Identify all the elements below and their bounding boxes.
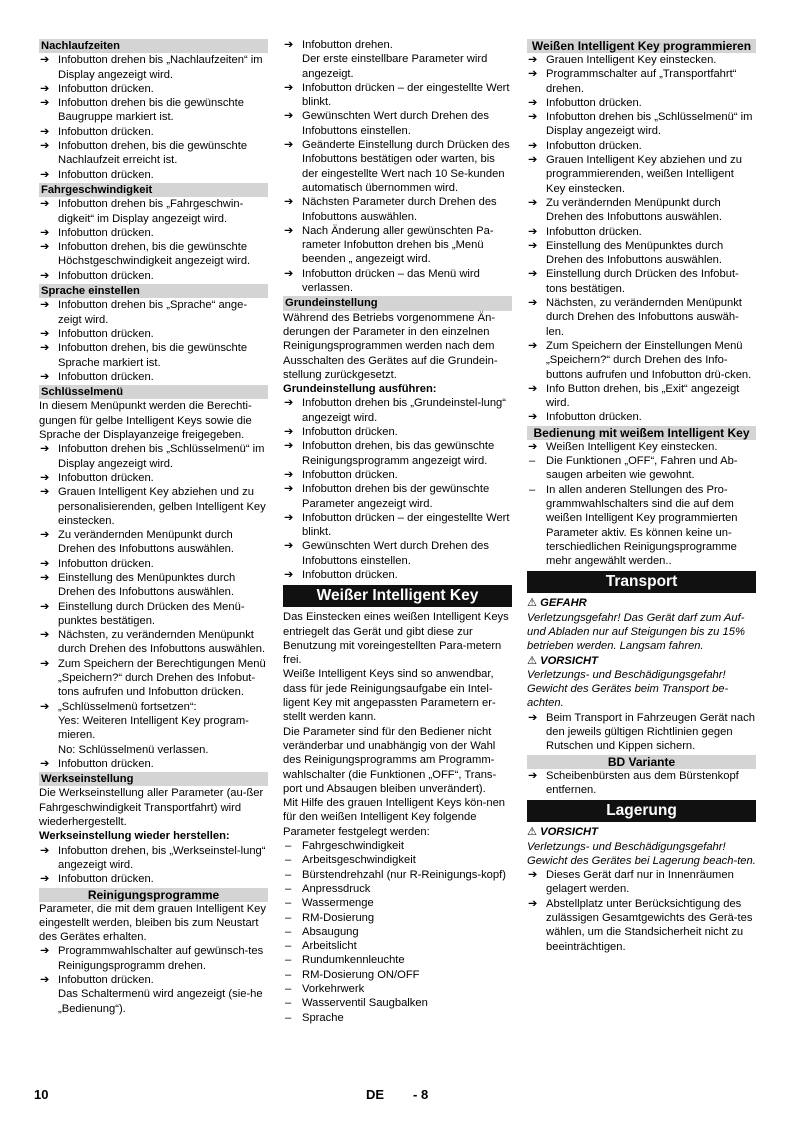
page-number: - 8 [413, 1087, 429, 1102]
paragraph: Weiße Intelligent Keys sind so anwendbar, dass für jede Reinigungsaufgabe ein Intel-ligent Key mit angepassten Parametern er-stellt werden kann. [283, 668, 496, 724]
instruction-step: ➔ Infobutton drehen, bis „Werkseinstel-lung“ angezeigt wird. [39, 844, 268, 873]
section-heading: Sprache einstellen [39, 284, 268, 298]
middle-column [283, 38, 512, 1025]
language-code: DE [366, 1087, 385, 1102]
instruction-step: ➔ Infobutton drehen bis „Nachlaufzeiten“ im Display angezeigt wird. [39, 53, 268, 82]
chapter-heading: Lagerung [527, 800, 756, 822]
section-heading: Nachlaufzeiten [39, 39, 268, 53]
list-item: – Anpressdruck [283, 882, 512, 896]
step-note: Yes: Weiteren Intelligent Key program-mieren. [58, 714, 249, 742]
instruction-step: ➔ Infobutton drehen. [283, 38, 512, 52]
section-heading: Fahrgeschwindigkeit [39, 183, 268, 197]
instruction-step: ➔ Zu verändernden Menüpunkt durch Drehen des Infobuttons auswählen. [527, 196, 756, 225]
instruction-step: ➔ Weißen Intelligent Key einstecken. [527, 440, 756, 454]
instruction-step: ➔ Infobutton drehen bis die gewünschte Baugruppe markiert ist. [39, 96, 268, 125]
instruction-step: ➔ Infobutton drehen, bis die gewünschte Sprache markiert ist. [39, 341, 268, 370]
instruction-step: ➔ Infobutton drücken. [527, 96, 756, 110]
warning-text: Verletzungsgefahr! Das Gerät darf zum Auf- und Abladen nur auf Steigungen bis zu 15% betrieben werden. Langsam fahren. [527, 611, 745, 653]
section-heading: Reinigungsprogramme [39, 888, 268, 902]
instruction-step: ➔ Infobutton drehen, bis die gewünschte Nachlaufzeit erreicht ist. [39, 139, 268, 168]
instruction-step: ➔ Infobutton drücken. [283, 568, 512, 582]
instruction-step: ➔ Nächsten Parameter durch Drehen des Infobuttons auswählen. [283, 195, 512, 224]
warning-label [527, 596, 756, 610]
instruction-step: ➔ Infobutton drücken. [39, 82, 268, 96]
chapter-heading: Weißer Intelligent Key [283, 585, 512, 607]
instruction-step: ➔ Infobutton drücken – der eingestellte Wert blinkt. [283, 511, 512, 540]
left-column [39, 38, 268, 1016]
paragraph: Die Werkseinstellung aller Parameter (au-ßer Fahrgeschwindigkeit Transportfahrt) wird wiederhergestellt. [39, 787, 264, 829]
instruction-step: ➔ Infobutton drücken. [39, 327, 268, 341]
instruction-step: ➔ Infobutton drücken. [39, 557, 268, 571]
step-note: Der erste einstellbare Parameter wird angezeigt. [302, 53, 488, 80]
list-item: – Wasserventil Saugbalken [283, 996, 512, 1010]
list-item: – Sprache [283, 1011, 512, 1025]
instruction-step: ➔ Infobutton drücken. [283, 425, 512, 439]
instruction-step: ➔ Geänderte Einstellung durch Drücken des Infobuttons bestätigen oder warten, bis der eingestellte Wert nach 10 Se-kunden automatisch übernommen wird. [283, 138, 512, 195]
list-item: – Arbeitsgeschwindigkeit [283, 853, 512, 867]
instruction-step: ➔ Infobutton drücken. [39, 757, 268, 771]
instruction-step: ➔ Infobutton drehen bis „Schlüsselmenü“ im Display angezeigt wird. [39, 442, 268, 471]
list-item: – Die Funktionen „OFF“, Fahren und Ab-saugen arbeiten wie gewohnt. [527, 454, 756, 483]
instruction-step: ➔ Gewünschten Wert durch Drehen des Infobuttons einstellen. [283, 109, 512, 138]
list-item: – Fahrgeschwindigkeit [283, 839, 512, 853]
instruction-step: ➔ Grauen Intelligent Key einstecken. [527, 53, 756, 67]
paragraph: Parameter, die mit dem grauen Intelligent Key eingestellt werden, bleiben bis zum Neustart des Gerätes erhalten. [39, 902, 266, 944]
instruction-step: ➔ Zum Speichern der Einstellungen Menü „Speichern?“ durch Drehen des Info-buttons aufrufen und Infobutton drü-cken. [527, 339, 756, 382]
step-note: No: Schlüsselmenü verlassen. [58, 743, 209, 756]
warning-triangle-icon: ⚠ [527, 826, 541, 839]
page-footer [34, 1087, 758, 1105]
instruction-step: ➔ Infobutton drücken. [39, 872, 268, 886]
section-heading: BD Variante [527, 755, 756, 769]
instruction-step: ➔ Programmwahlschalter auf gewünsch-tes Reinigungsprogramm drehen. [39, 944, 268, 973]
instruction-step: ➔ Infobutton drehen bis „Fahrgeschwin-digkeit“ im Display angezeigt wird. [39, 197, 268, 226]
paragraph: Die Parameter sind für den Bediener nicht veränderbar und unabhängig von der Wahl des Reinigungsprogramms am Programm-wahlschalter (die Funktionen „OFF“, Trans-port und Absaugen bleiben unverändert). [283, 725, 497, 795]
instruction-step: ➔ Infobutton drücken. [39, 973, 268, 987]
section-heading: Bedienung mit weißem Intelligent Key [527, 426, 756, 440]
warning-label-text: VORSICHT [540, 654, 598, 667]
instruction-step: ➔ Infobutton drücken. [527, 225, 756, 239]
instruction-step: ➔ Abstellplatz unter Berücksichtigung des zulässigen Gesamtgewichts des Gerä-tes wählen, um die Standsicherheit nicht zu beeinträchtigen. [527, 897, 756, 954]
instruction-step: ➔ Einstellung durch Drücken des Infobut-tons bestätigen. [527, 267, 756, 296]
instruction-step: ➔ Zu verändernden Menüpunkt durch Drehen des Infobuttons auswählen. [39, 528, 268, 557]
instruction-step: ➔ Infobutton drücken. [39, 471, 268, 485]
instruction-step: ➔ Scheibenbürsten aus dem Bürstenkopf entfernen. [527, 769, 756, 798]
instruction-step: ➔ Grauen Intelligent Key abziehen und zu programmierenden, weißen Intelligent Key einstecken. [527, 153, 756, 196]
warning-text: Verletzungs- und Beschädigungsgefahr! Gewicht des Gerätes bei Lagerung beach-ten. [527, 840, 756, 867]
section-heading: Schlüsselmenü [39, 385, 268, 399]
warning-label-text: GEFAHR [540, 597, 587, 610]
instruction-step: ➔ Infobutton drücken. [39, 370, 268, 384]
instruction-step: ➔ Dieses Gerät darf nur in Innenräumen gelagert werden. [527, 868, 756, 897]
list-item: – RM-Dosierung ON/OFF [283, 968, 512, 982]
instruction-step: ➔ Nächsten, zu verändernden Menüpunkt durch Drehen des Infobuttons auswählen. [39, 628, 268, 657]
instruction-step: ➔ Infobutton drücken. [527, 139, 756, 153]
warning-label [527, 654, 756, 668]
section-heading: Grundeinstellung [283, 296, 512, 310]
instruction-step: ➔ Einstellung durch Drücken des Menü-punktes bestätigen. [39, 600, 268, 629]
warning-text: Verletzungs- und Beschädigungsgefahr! Gewicht des Gerätes beim Transport be-achten. [527, 668, 729, 710]
warning-triangle-icon: ⚠ [527, 654, 541, 667]
instruction-step: ➔ Zum Speichern der Berechtigungen Menü „Speichern?“ durch Drehen des Infobut-tons aufrufen und Infobutton drücken. [39, 657, 268, 700]
instruction-step: ➔ Infobutton drücken. [39, 168, 268, 182]
paragraph: Mit Hilfe des grauen Intelligent Keys kön-nen für den weißen Intelligent Key folgende Parameter festgelegt werden: [283, 797, 506, 838]
instruction-step: ➔ Gewünschten Wert durch Drehen des Infobuttons einstellen. [283, 539, 512, 568]
list-item: – Vorkehrwerk [283, 982, 512, 996]
instruction-step: ➔ Infobutton drehen, bis die gewünschte Höchstgeschwindigkeit angezeigt wird. [39, 240, 268, 269]
list-item: – Arbeitslicht [283, 939, 512, 953]
instruction-step: ➔ Infobutton drücken. [39, 226, 268, 240]
instruction-step: ➔ Nach Änderung aller gewünschten Pa-rameter Infobutton drehen bis „Menü beenden „ angezeigt wird. [283, 224, 512, 267]
list-item: – RM-Dosierung [283, 911, 512, 925]
instruction-step: ➔ Infobutton drehen bis „Sprache“ ange-zeigt wird. [39, 298, 268, 327]
warning-label [527, 825, 756, 839]
section-heading: Weißen Intelligent Key programmieren [527, 39, 756, 53]
instruction-step: ➔ Infobutton drehen, bis das gewünschte Reinigungsprogramm angezeigt wird. [283, 439, 512, 468]
warning-label-text: VORSICHT [540, 826, 598, 839]
right-column [527, 38, 756, 954]
list-item: – Wassermenge [283, 896, 512, 910]
instruction-step: ➔ Infobutton drücken – der eingestellte Wert blinkt. [283, 81, 512, 110]
bold-subheading: Werkseinstellung wieder herstellen: [39, 830, 230, 843]
instruction-step: ➔ Grauen Intelligent Key abziehen und zu personalisierenden, gelben Intelligent Key einstecken. [39, 485, 268, 528]
instruction-step: ➔ Infobutton drehen bis „Grundeinstel-lung“ angezeigt wird. [283, 396, 512, 425]
list-item: – Absaugung [283, 925, 512, 939]
instruction-step: ➔ Nächsten, zu verändernden Menüpunkt durch Drehen des Infobuttons auswäh-len. [527, 296, 756, 339]
instruction-step: ➔ Infobutton drücken. [39, 125, 268, 139]
instruction-step: ➔ Info Button drehen, bis „Exit“ angezeigt wird. [527, 382, 756, 411]
section-heading: Werkseinstellung [39, 772, 268, 786]
instruction-step: ➔ Programmschalter auf „Transportfahrt“ drehen. [527, 67, 756, 96]
instruction-step: ➔ Infobutton drücken – das Menü wird verlassen. [283, 267, 512, 296]
instruction-step: ➔ Infobutton drücken. [527, 410, 756, 424]
instruction-step: ➔ Infobutton drücken. [39, 269, 268, 283]
paragraph: Das Einstecken eines weißen Intelligent Keys entriegelt das Gerät und gibt diese zur Benutzung mit voreingestellten Para-metern frei. [283, 611, 509, 667]
warning-triangle-icon: ⚠ [527, 597, 541, 610]
instruction-step: ➔ Einstellung des Menüpunktes durch Drehen des Infobuttons auswählen. [39, 571, 268, 600]
instruction-step: ➔ Beim Transport in Fahrzeugen Gerät nach den jeweils gültigen Richtlinien gegen Rutschen und Kippen sichern. [527, 711, 756, 754]
instruction-step: ➔ Einstellung des Menüpunktes durch Drehen des Infobuttons auswählen. [527, 239, 756, 268]
paragraph: Während des Betriebs vorgenommene Än-derungen der Parameter in den einzelnen Reinigungsprogrammen werden nach dem Ausschalten des Gerätes auf die Grundein-stellung zurückgesetzt. [283, 311, 498, 381]
instruction-step: ➔ Infobutton drücken. [283, 468, 512, 482]
list-item: – In allen anderen Stellungen des Pro-grammwahlschalters sind die auf dem weißen Intelligent Key programmierten Parameter aktiv. Es können keine un-terschiedlichen Reinigungsprogramme mehr angewählt werden.. [527, 483, 756, 569]
instruction-step: ➔ Infobutton drehen bis „Schlüsselmenü“ im Display angezeigt wird. [527, 110, 756, 139]
list-item: – Rundumkennleuchte [283, 953, 512, 967]
chapter-heading: Transport [527, 571, 756, 593]
paragraph: In diesem Menüpunkt werden die Berechti-gungen für gelbe Intelligent Keys sowie die Sprache der Displayanzeige freigegeben. [39, 400, 252, 442]
instruction-step: ➔ „Schlüsselmenü fortsetzen“: [39, 700, 268, 714]
list-item: – Bürstendrehzahl (nur R-Reinigungs-kopf) [283, 868, 512, 882]
page-number-left: 10 [34, 1087, 49, 1102]
step-note: Das Schaltermenü wird angezeigt (sie-he „Bedienung“). [58, 988, 263, 1015]
instruction-step: ➔ Infobutton drehen bis der gewünschte Parameter angezeigt wird. [283, 482, 512, 511]
bold-subheading: Grundeinstellung ausführen: [283, 383, 437, 396]
